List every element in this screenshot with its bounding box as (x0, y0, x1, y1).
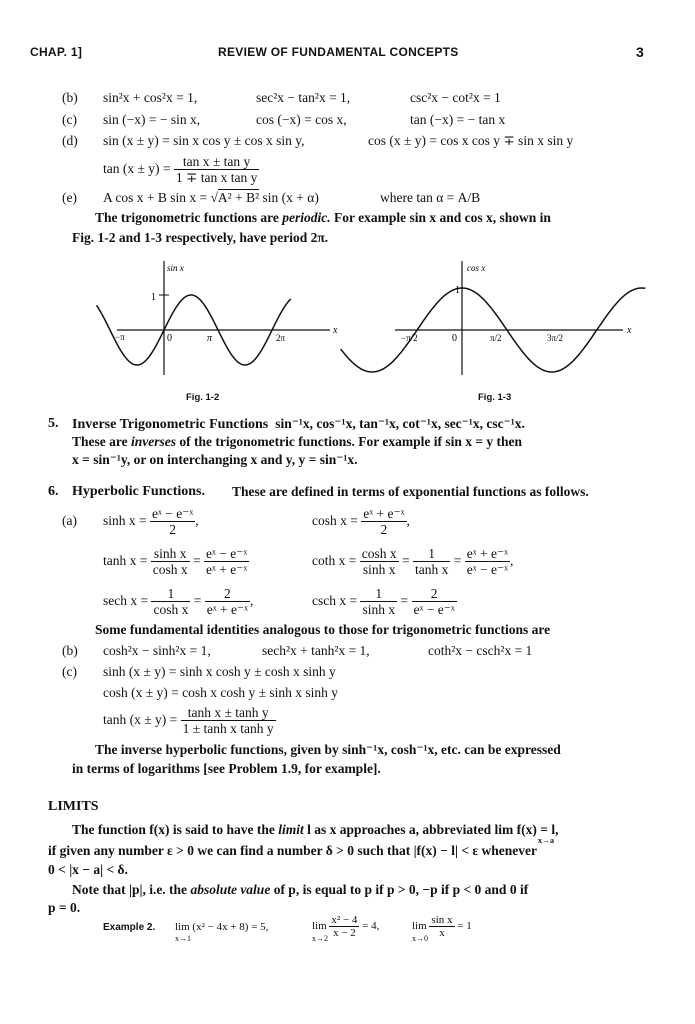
example-1-sub: x→1 (175, 934, 191, 943)
abs-value-line-1: Note that |p|, i.e. the absolute value of p, is equal to p if p > 0, −p if p < 0 and 0 if (72, 882, 529, 897)
section-5-number: 5. (48, 416, 59, 431)
identity-b2: sec²x − tan²x = 1, (256, 90, 351, 105)
fig2-one: 1 (151, 292, 156, 303)
section-6-number: 6. (48, 484, 59, 499)
example-3: lim $\frac{\text{sin x}}{x}$ = 1 (412, 913, 472, 939)
limit-def-line-2: if given any number ε > 0 we can find a number δ > 0 such that |f(x) − l| < ε whenever (48, 843, 538, 858)
cosh-def: cosh x = $\frac{\text{eˣ + e⁻ˣ}}{2}$ , (312, 506, 410, 538)
limit-def-subscript: x→a (538, 836, 554, 845)
inverse-hyp-line-1: The inverse hyperbolic functions, given by sinh⁻¹x, cosh⁻¹x, etc. can be expressed (95, 742, 561, 757)
identity-c2: cos (−x) = cos x, (256, 112, 347, 127)
periodic-line-1: The trigonometric functions are periodic. For example sin x and cos x, shown in (95, 210, 551, 225)
identity-e (103, 190, 319, 206)
section-5-line-3: x = sin⁻¹y, or on interchanging x and y, y = sin⁻¹x. (72, 452, 358, 467)
cosh-sum: cosh (x ± y) = cosh x cosh y ± sinh x sinh y (103, 685, 339, 700)
hyp-identity-b1: cosh²x − sinh²x = 1, (103, 643, 211, 658)
example-3-sub: x→0 (412, 934, 428, 943)
identity-b3: csc²x − cot²x = 1 (410, 90, 501, 105)
section-6-intro: These are defined in terms of exponential functions as follows. (232, 484, 589, 499)
fig-1-2 (97, 261, 339, 375)
fig-1-3 (341, 261, 646, 375)
fig3-zero: 0 (452, 333, 457, 344)
fig2-neg-pi: −π (115, 332, 125, 342)
running-title: REVIEW OF FUNDAMENTAL CONCEPTS (218, 45, 459, 59)
periodic-line-2: Fig. 1-2 and 1-3 respectively, have period 2π. (72, 230, 329, 245)
identity-d1: sin (x ± y) = sin x cos y ± cos x sin y, (103, 133, 305, 148)
label-6c: (c) (62, 664, 77, 679)
example-2: lim $\frac{\text{x² − 4}}{x - 2}$ = 4, (312, 913, 380, 939)
identity-b1: sin²x + cos²x = 1, (103, 90, 198, 105)
page-number: 3 (636, 44, 645, 60)
fig3-three-half-pi: 3π/2 (547, 333, 564, 343)
sinh-sum: sinh (x ± y) = sinh x cosh y ± cosh x sinh y (103, 664, 336, 679)
label-6b: (b) (62, 643, 78, 658)
identity-e-where: where tan α = A/B (380, 190, 481, 205)
example-1: lim (x² − 4x + 8) = 5, (175, 921, 269, 933)
fig2-xlabel: x (333, 325, 338, 336)
tan-sum-formula (103, 152, 259, 186)
fig2-pi: π (207, 333, 213, 344)
identity-c1: sin (−x) = − sin x, (103, 112, 201, 127)
tan-sum-num: tan x ± tan y (174, 154, 259, 170)
label-e: (e) (62, 190, 77, 205)
tanh-sum: tanh (x ± y) = $\frac{\text{tanh x ± tanh y}}{\text{1 ± tanh x tanh y}}$ (103, 705, 274, 737)
example-2-sub: x→2 (312, 934, 328, 943)
identities-intro: Some fundamental identities analogous to those for trigonometric functions are (95, 622, 551, 637)
abs-value-line-2: p = 0. (48, 900, 81, 915)
identity-c3: tan (−x) = − tan x (410, 112, 506, 127)
hyp-identity-b2: sech²x + tanh²x = 1, (262, 643, 370, 658)
fig2-two-pi: 2π (276, 333, 286, 343)
label-6a: (a) (62, 513, 77, 528)
chapter-label: CHAP. 1] (30, 45, 83, 59)
identity-e-rhs: sin (x + α) (262, 190, 319, 205)
section-5-title: Inverse Trigonometric Functions sin⁻¹x, cos⁻¹x, tan⁻¹x, cot⁻¹x, sec⁻¹x, csc⁻¹x. (72, 416, 525, 432)
limit-def-line-3: 0 < |x − a| < δ. (48, 862, 128, 877)
identity-e-lhs: A cos x + B sin x = (103, 190, 208, 205)
fig3-ylabel: cos x (467, 263, 486, 273)
fig3-caption: Fig. 1-3 (478, 392, 512, 403)
sinh-def: sinh x = $\frac{\text{eˣ − e⁻ˣ}}{2}$ , (103, 506, 199, 538)
limit-def-line-1: The function f(x) is said to have the limit l as x approaches a, abbreviated lim f(x) = l, (72, 822, 559, 837)
hyp-identity-b3: coth²x − csch²x = 1 (428, 643, 533, 658)
label-d: (d) (62, 133, 78, 148)
fig2-zero: 0 (167, 333, 172, 344)
csch-def: csch x = $\frac{1}{\text{sinh x}}$ = $\frac{2}{\text{eˣ − e⁻ˣ}}$ (312, 586, 455, 618)
fig2-ylabel: sin x (167, 263, 184, 273)
limits-heading: LIMITS (48, 799, 99, 814)
example-label: Example 2. (103, 922, 156, 933)
section-5-line-2: These are inverses of the trigonometric functions. For example if sin x = y then (72, 434, 523, 449)
label-b: (b) (62, 90, 78, 105)
tan-sum-den: 1 ∓ tan x tan y (175, 170, 258, 186)
fig2-caption: Fig. 1-2 (186, 392, 220, 403)
identity-d2: cos (x ± y) = cos x cos y ∓ sin x sin y (368, 133, 574, 148)
inverse-hyp-line-2: in terms of logarithms [see Problem 1.9, for example]. (72, 761, 381, 776)
fig3-one: 1 (455, 285, 460, 296)
tan-sum-fraction (174, 154, 259, 185)
sqrt-sign: √ (210, 190, 218, 205)
sqrt-radicand: A² + B² (217, 190, 260, 205)
label-c: (c) (62, 112, 77, 127)
tanh-def: tanh x = $\frac{\text{sinh x}}{\text{cosh x}}$ = $\frac{\text{eˣ − e⁻ˣ}}{\text{eˣ + e⁻ˣ}}$ (103, 546, 248, 578)
fig3-neg-half-pi: −π/2 (401, 333, 418, 343)
section-6-title: Hyperbolic Functions. (72, 484, 206, 499)
coth-def: coth x = $\frac{\text{cosh x}}{\text{sinh x}}$ = $\frac{1}{\text{tanh x}}$ = $\frac{\text{eˣ + e⁻ˣ}}{\text{eˣ − e⁻ˣ}}$ , (312, 546, 514, 578)
tan-sum-lhs: tan (x ± y) = (103, 161, 171, 176)
fig3-xlabel: x (627, 325, 632, 336)
fig3-half-pi: π/2 (490, 333, 502, 343)
figures-area (0, 255, 695, 397)
sech-def: sech x = $\frac{1}{\text{cosh x}}$ = $\frac{2}{\text{eˣ + e⁻ˣ}}$ , (103, 586, 254, 618)
